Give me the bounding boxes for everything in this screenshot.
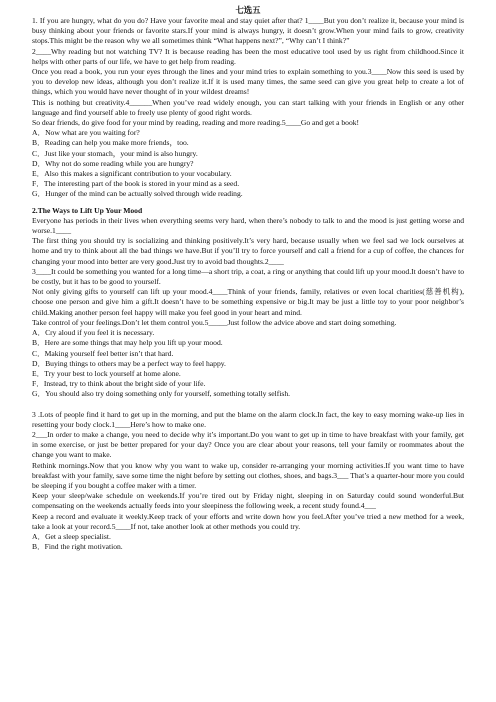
paragraph: Once you read a book, you run your eyes through the lines and your mind tries to explain something to you.3____Now this seed is used by you to develop new ideas, although you don’t realize it.If it is used many times, the same seed can give you great help to create a lot of things, which you would have never thought of in your wildest dreams!	[32, 67, 464, 97]
option-b: B．Find the right motivation.	[32, 542, 123, 552]
option-d: D．Why not do some reading while you are hungry?	[32, 158, 194, 168]
passage-heading: 2.The Ways to Lift Up Your Mood	[32, 205, 143, 215]
option-b: B．Here are some things that may help you lift up your mood.	[32, 338, 223, 348]
passage-3	[32, 410, 464, 553]
option-g: G．You should also try doing something only for yourself, something totally selfish.	[32, 389, 291, 399]
paragraph: 3 .Lots of people find it hard to get up in the morning, and put the blame on the alarm clock.In fact, the key to easy morning wake-up lies in resetting your body clock.1____Here’s how to make one.	[32, 409, 464, 429]
paragraph: 2____Why reading but not watching TV? It is because reading has been the most educative tool used by us right from childhood.Since it helps with other parts of our life, we have to get help from reading.	[32, 46, 464, 66]
paragraph: 3____It could be something you wanted for a long time—a short trip, a coat, a ring or anything that could lift up your mood.It doesn’t have to be costly, but it has to be good to yourself.	[32, 266, 464, 287]
paragraph: The first thing you should try is socializing and thinking positively.It’s very hard, because usually when we feel sad we lock ourselves at home and try to think about all the bad things we have.But if you’ll try to force yourself and call a friend for a cup of coffee, the chances for changing your mood into better are very good.Just try to avoid bad thoughts.2____	[32, 236, 464, 266]
paragraph: Keep your sleep/wake schedule on weekends.If you’re tired out by Friday night, sleeping in on Saturday could sound wonderful.But compensating on the weekends actually feeds into your sleepiness the following week, a recent study found.4___	[32, 491, 464, 511]
paragraph: 1. If you are hungry, what do you do? Have your favorite meal and stay quiet after that? 1____But you don’t realize it, because your mind is busy thinking about your friends or favorite stars.If your mind is always hungry, it doesn’t grow.When your mind fails to grow, creativity stops.This might be the reason why we all sometimes think “What happens next?”, “Why can’t I think?”	[32, 16, 464, 46]
option-c: C．Just like your stomach，your mind is also hungry.	[32, 148, 198, 158]
option-a: A．Now what are you waiting for?	[32, 128, 140, 138]
paragraph: Not only giving gifts to yourself can lift up your mood.4____Think of your friends, family, relatives or even local charities(慈善机构), choose one person and give him a gift.It doesn’t have to be something expensive or big.It may be just a little toy to your poor neighbor’s child.Making another person feel happy will make you feel good in your heart and mind.	[32, 287, 464, 317]
page-title: 七选五	[235, 6, 261, 15]
paragraph: Everyone has periods in their lives when everything seems very hard, when there’s nobody to talk to and the mood is just getting worse and worse.1____	[32, 215, 464, 236]
passage-1	[32, 16, 464, 200]
option-f: F．Instead, try to think about the bright side of your life.	[32, 379, 206, 389]
option-e: E．Also this makes a significant contribution to your vocabulary.	[32, 169, 232, 179]
passage-2	[32, 206, 464, 400]
option-f: F．The interesting part of the book is stored in your mind as a seed.	[32, 179, 240, 189]
option-e: E．Try your best to lock yourself at home alone.	[32, 368, 181, 378]
option-c: C．Making yourself feel better isn’t that hard.	[32, 348, 174, 358]
option-d: D．Buying things to others may be a perfect way to feel happy.	[32, 358, 226, 368]
paragraph: 2___In order to make a change, you need to decide why it’s important.Do you want to get up in time to have breakfast with your family, get in some exercise, or just be better prepared for your day? Once you are clear about your reasons, tell your family or roommates about the change you want to make.	[32, 429, 464, 460]
paragraph: Take control of your feelings.Don’t let them control you.5_____Just follow the advice above and start doing something.	[32, 317, 397, 327]
option-b: B．Reading can help you make more friends，too.	[32, 138, 189, 148]
paragraph: Keep a record and evaluate it weekly.Keep track of your efforts and write down how you feel.After you’ve tried a new method for a week, take a look at your record.5____If not, take another look at other methods you could try.	[32, 511, 464, 531]
option-a: A．Get a sleep specialist.	[32, 531, 111, 541]
paragraph: Rethink mornings.Now that you know why you want to wake up, consider re-arranging your morning activities.If you want time to have breakfast with your family, save some time the night before by setting out clothes, shoes, and bags.3___ That’s a quarter-hour more you could be sleeping if you bought a coffee maker with a timer.	[32, 460, 464, 490]
option-g: G．Hunger of the mind can be actually solved through wide reading.	[32, 189, 243, 199]
paragraph: So dear friends, do give food for your mind by reading, reading and more reading.5____Go and get a book!	[32, 118, 360, 128]
paragraph: This is nothing but creativity.4______When you’ve read widely enough, you can start talking with your friends in English or any other language and find yourself able to freely use plenty of good right words.	[32, 97, 464, 117]
option-a: A．Cry aloud if you feel it is necessary.	[32, 328, 155, 338]
